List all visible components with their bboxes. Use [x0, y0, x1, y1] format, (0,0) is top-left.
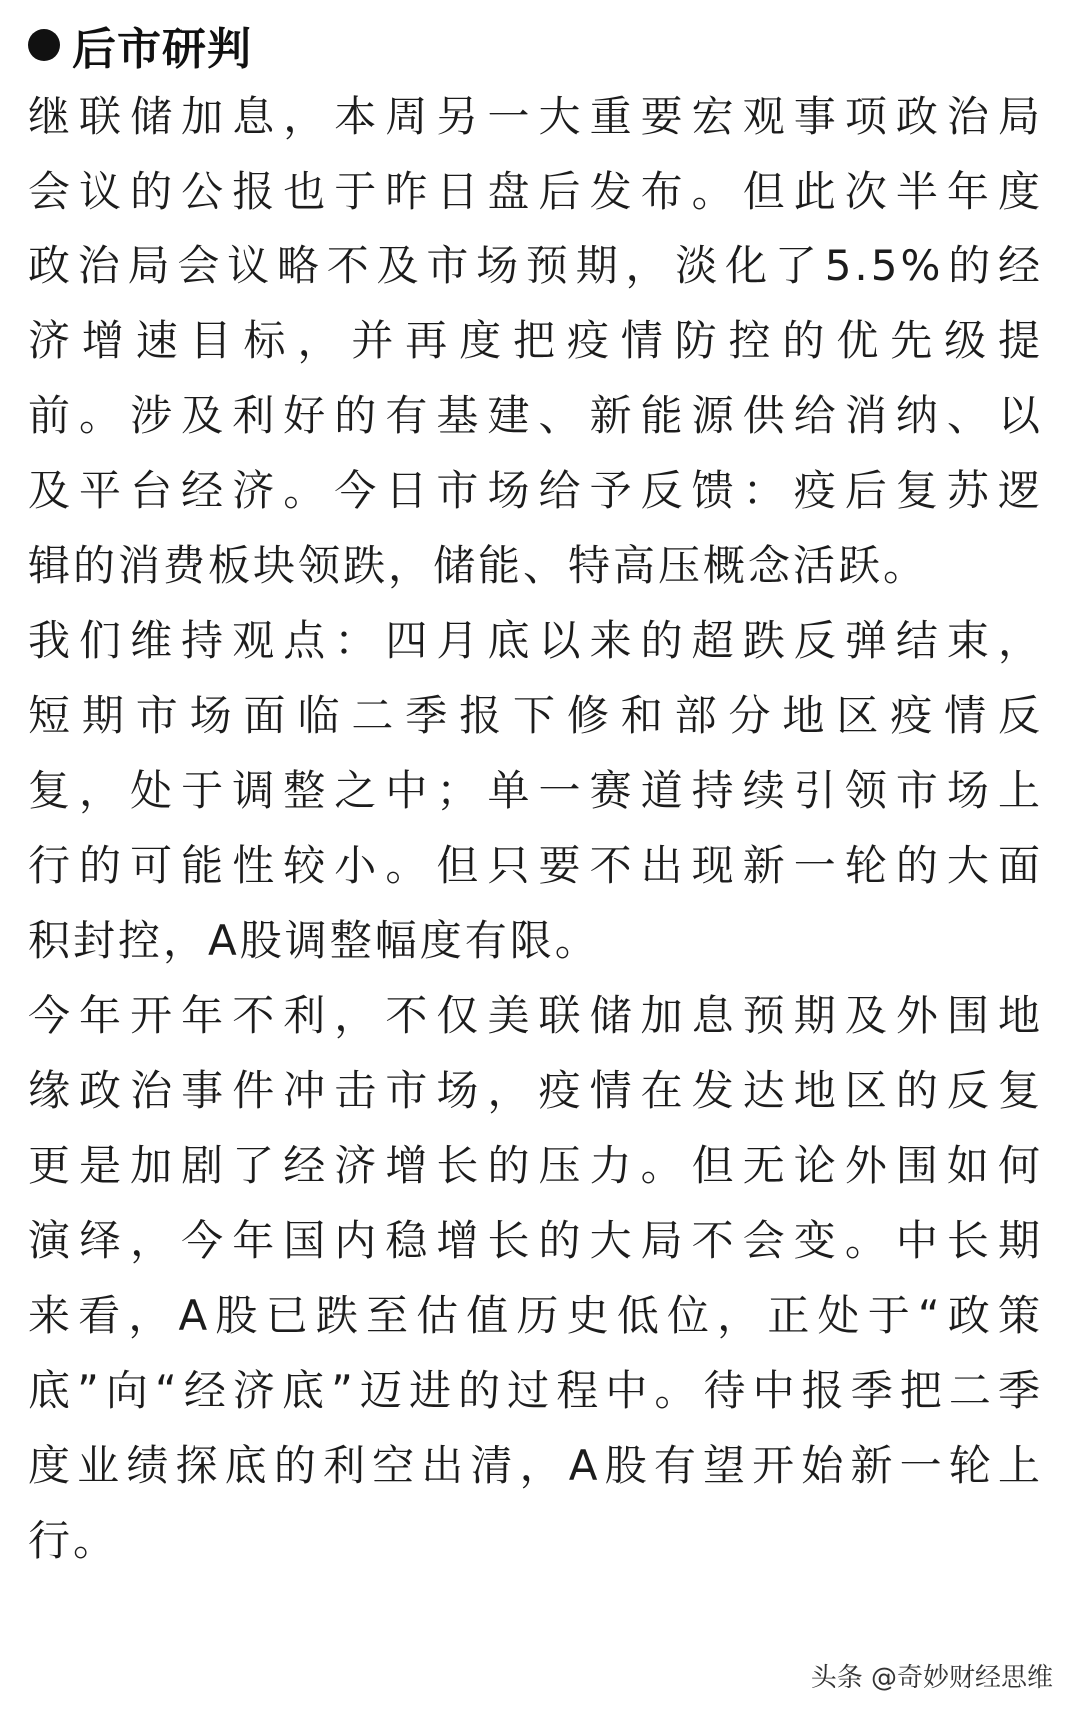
- text-line: 来看，A股已跌至估值历史低位，正处于“政策: [28, 1291, 1043, 1340]
- text-line: 辑的消费板块领跌，储能、特高压概念活跃。: [28, 541, 929, 590]
- section-heading-text: 后市研判: [72, 24, 252, 75]
- text-line: 及平台经济。今日市场给予反馈：疫后复苏逻: [28, 466, 1043, 515]
- text-line: 行。: [28, 1516, 119, 1565]
- bullet-icon: [28, 29, 60, 61]
- text-line: 我们维持观点：四月底以来的超跌反弹结束，: [28, 616, 1043, 665]
- watermark: 头条 @奇妙财经思维: [810, 1663, 1053, 1693]
- section-heading: [28, 12, 252, 78]
- text-line: 前。涉及利好的有基建、新能源供给消纳、以: [28, 391, 1043, 440]
- text-line: 更是加剧了经济增长的压力。但无论外围如何: [28, 1141, 1043, 1190]
- text-line: 济增速目标，并再度把疫情防控的优先级提: [28, 316, 1043, 365]
- text-line: 会议的公报也于昨日盘后发布。但此次半年度: [28, 167, 1043, 216]
- text-line: 度业绩探底的利空出清，A股有望开始新一轮上: [28, 1441, 1043, 1490]
- text-line: 政治局会议略不及市场预期，淡化了5.5%的经: [28, 241, 1043, 290]
- text-line: 继联储加息，本周另一大重要宏观事项政治局: [28, 92, 1043, 141]
- text-line: 缘政治事件冲击市场，疫情在发达地区的反复: [28, 1066, 1043, 1115]
- text-line: 积封控，A股调整幅度有限。: [28, 916, 600, 965]
- text-line: 复，处于调整之中；单一赛道持续引领市场上: [28, 766, 1043, 815]
- text-line: 底”向“经济底”迈进的过程中。待中报季把二季: [28, 1366, 1043, 1415]
- text-line: 演绎，今年国内稳增长的大局不会变。中长期: [28, 1216, 1043, 1265]
- text-line: 短期市场面临二季报下修和部分地区疫情反: [28, 691, 1043, 740]
- text-line: 今年开年不利，不仅美联储加息预期及外围地: [28, 991, 1043, 1040]
- text-line: 行的可能性较小。但只要不出现新一轮的大面: [28, 841, 1043, 890]
